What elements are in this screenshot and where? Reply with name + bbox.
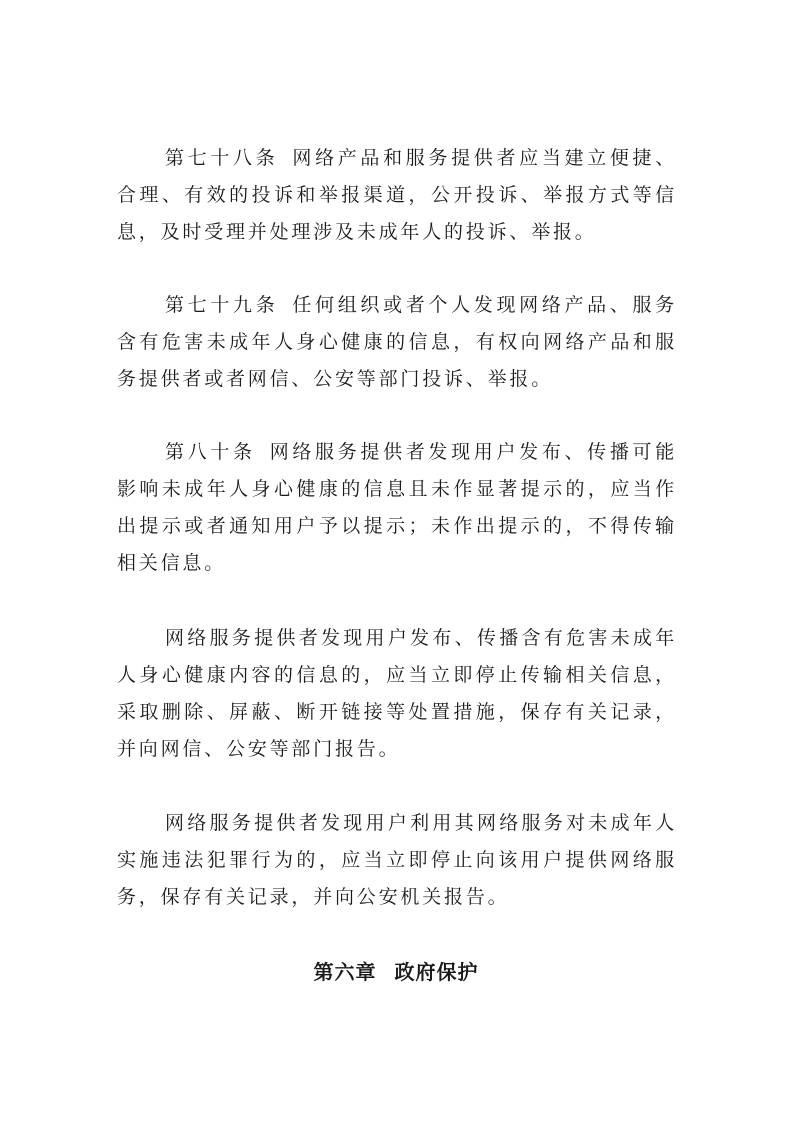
chapter-title: 政府保护 [394, 960, 479, 984]
chapter-heading [0, 956, 792, 985]
article-number: 第七十八条 [165, 147, 279, 169]
article-number: 第七十九条 [165, 294, 279, 316]
chapter-number: 第六章 [313, 960, 377, 984]
article-80-paragraph-3 [117, 805, 677, 916]
article-79-paragraph [117, 287, 677, 398]
article-78-paragraph [117, 140, 677, 251]
article-80-paragraph [117, 434, 677, 582]
article-80-paragraph-2 [117, 620, 677, 768]
article-text: 网络服务提供者发现用户发布、传播含有危害未成年人身心健康内容的信息的，应当立即停止传输相关信息，采取删除、屏蔽、断开链接等处置措施，保存有关记录，并向网信、公安等部门报告。 [117, 627, 677, 760]
article-text: 网络服务提供者发现用户发布、传播可能影响未成年人身心健康的信息且未作显著提示的，应当作出提示或者通知用户予以提示；未作出提示的，不得传输相关信息。 [117, 441, 677, 574]
article-text: 任何组织或者个人发现网络产品、服务含有危害未成年人身心健康的信息，有权向网络产品和服务提供者或者网信、公安等部门投诉、举报。 [117, 294, 677, 390]
article-text: 网络服务提供者发现用户利用其网络服务对未成年人实施违法犯罪行为的，应当立即停止向该用户提供网络服务，保存有关记录，并向公安机关报告。 [117, 812, 677, 908]
article-text: 网络产品和服务提供者应当建立便捷、合理、有效的投诉和举报渠道，公开投诉、举报方式等信息，及时受理并处理涉及未成年人的投诉、举报。 [117, 147, 677, 243]
article-number: 第八十条 [165, 441, 256, 463]
